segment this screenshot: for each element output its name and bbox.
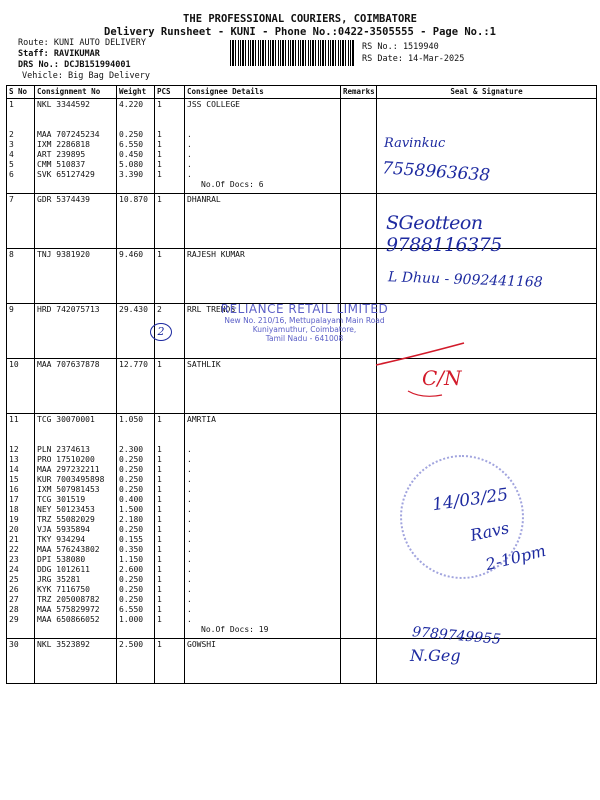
remarks-cell (341, 249, 377, 304)
cn-value: SVK 65127429 (37, 170, 95, 179)
wt-value: 0.250 (119, 585, 144, 594)
remarks-cell (341, 639, 377, 684)
consignee-value: . (187, 575, 192, 584)
sno-value: 29 (9, 615, 19, 624)
table-cell (35, 194, 117, 249)
stamp-line-1: RELIANCE RETAIL LIMITED (220, 302, 389, 316)
rs-date: RS Date: 14-Mar-2025 (362, 54, 465, 64)
wt-value: 0.250 (119, 455, 144, 464)
cn-value: MAA 707637878 (37, 360, 100, 369)
pcs-value: 1 (157, 495, 162, 504)
cn-value: MAA 576243802 (37, 545, 100, 554)
consignee-value: . (187, 130, 192, 139)
wt-value: 2.500 (119, 640, 144, 649)
cn-value: TRZ 205008782 (37, 595, 100, 604)
pcs-value: 1 (157, 445, 162, 454)
consignee-value: . (187, 160, 192, 169)
pcs-value: 1 (157, 605, 162, 614)
stamp-line-4: Tamil Nadu - 641008 (265, 334, 344, 343)
red-cn-mark (372, 335, 482, 405)
table-cell (185, 359, 341, 414)
pcs-value: 1 (157, 525, 162, 534)
consignee-value: . (187, 515, 192, 524)
cn-value: KYK 7116750 (37, 585, 90, 594)
table-cell (117, 639, 155, 684)
vehicle: Vehicle: Big Bag Delivery (22, 71, 150, 81)
blank-line (157, 110, 182, 120)
wt-value: 3.390 (119, 170, 144, 179)
blank-line (9, 425, 32, 435)
docs-count: No.Of Docs: 6 (201, 180, 264, 189)
wt-value: 6.550 (119, 140, 144, 149)
wt-value: 0.250 (119, 465, 144, 474)
table-cell (185, 249, 341, 304)
handwritten-signature-2: SGeotteon 9788116375 (386, 212, 502, 256)
blank-line (187, 110, 338, 120)
pcs-circle-mark: 2 (150, 323, 172, 341)
handwritten-initials: Ravs (468, 518, 511, 545)
sno-value: 5 (9, 160, 14, 169)
staff-label: Staff: (18, 49, 49, 59)
pcs-value: 2 (157, 305, 162, 314)
wt-value: 0.450 (119, 150, 144, 159)
table-cell (7, 249, 35, 304)
col-signature: Seal & Signature (377, 86, 597, 99)
pcs-value: 1 (157, 465, 162, 474)
pcs-value: 1 (157, 505, 162, 514)
table-cell (155, 639, 185, 684)
consignee-value: . (187, 545, 192, 554)
table-cell (117, 414, 155, 639)
cn-value: PLN 2374613 (37, 445, 90, 454)
col-remarks: Remarks (341, 86, 377, 99)
wt-value: 10.870 (119, 195, 148, 204)
table-cell (185, 414, 341, 639)
handwritten-signature-3: L Dhuu - 9092441168 (387, 269, 543, 291)
table-cell (35, 249, 117, 304)
cn-value: MAA 575829972 (37, 605, 100, 614)
table-cell (155, 414, 185, 639)
cn-value: MAA 707245234 (37, 130, 100, 139)
table-row (7, 639, 597, 684)
runsheet-subtitle: Delivery Runsheet - KUNI - Phone No.:0422-3505555 - Page No.:1 (104, 26, 496, 38)
pcs-value: 1 (157, 615, 162, 624)
sno-value: 14 (9, 465, 19, 474)
sno-value: 9 (9, 305, 14, 314)
sno-value: 27 (9, 595, 19, 604)
pcs-value: 1 (157, 565, 162, 574)
wt-value: 1.500 (119, 505, 144, 514)
sno-value: 15 (9, 475, 19, 484)
blank-line (187, 435, 338, 445)
cn-value: DPI 538080 (37, 555, 86, 564)
col-weight: Weight (117, 86, 155, 99)
pcs-value: 1 (157, 100, 162, 109)
blank-line (37, 110, 114, 120)
table-row (7, 99, 597, 194)
wt-value: 0.400 (119, 495, 144, 504)
table-cell (117, 99, 155, 194)
consignee-value: . (187, 565, 192, 574)
wt-value: 0.250 (119, 130, 144, 139)
pcs-value: 1 (157, 535, 162, 544)
cn-value: TRZ 55082029 (37, 515, 95, 524)
consignee-value: AMRTIA (187, 415, 216, 424)
staff (18, 49, 100, 59)
cn-value: GDR 5374439 (37, 195, 90, 204)
route: Route: KUNI AUTO DELIVERY (18, 38, 146, 48)
consignee-value: DHANRAL (187, 195, 221, 204)
cn-value: HRD 742075713 (37, 305, 100, 314)
wt-value: 2.600 (119, 565, 144, 574)
sno-value: 30 (9, 640, 19, 649)
table-cell (185, 194, 341, 249)
sno-value: 6 (9, 170, 14, 179)
sno-value: 18 (9, 505, 19, 514)
sno-value: 1 (9, 100, 14, 109)
pcs-value: 1 (157, 545, 162, 554)
consignee-value: . (187, 495, 192, 504)
sno-value: 23 (9, 555, 19, 564)
cn-value: IXM 2286818 (37, 140, 90, 149)
table-cell (7, 304, 35, 359)
pcs-value: 1 (157, 150, 162, 159)
pcs-value: 1 (157, 415, 162, 424)
pcs-value: 1 (157, 475, 162, 484)
table-cell (35, 304, 117, 359)
sno-value: 8 (9, 250, 14, 259)
pcs-value: 1 (157, 140, 162, 149)
wt-value: 29.430 (119, 305, 148, 314)
cn-value: JRG 35281 (37, 575, 81, 584)
table-cell (35, 359, 117, 414)
pcs-value: 1 (157, 250, 162, 259)
blank-line (119, 435, 152, 445)
consignee-value: . (187, 605, 192, 614)
docs-count: No.Of Docs: 19 (201, 625, 269, 634)
table-row (7, 359, 597, 414)
wt-value: 1.150 (119, 555, 144, 564)
consignee-value: . (187, 475, 192, 484)
blank-line (157, 425, 182, 435)
staff-value: RAVIKUMAR (53, 49, 100, 59)
cn-value: DDG 1012611 (37, 565, 90, 574)
sno-value: 17 (9, 495, 19, 504)
table-cell (35, 639, 117, 684)
sno-value: 24 (9, 565, 19, 574)
consignee-value: . (187, 555, 192, 564)
sno-value: 13 (9, 455, 19, 464)
sno-value: 19 (9, 515, 19, 524)
table-header-row (7, 86, 597, 99)
handwritten-phone-30: 9789749955 (411, 624, 502, 648)
wt-value: 0.250 (119, 485, 144, 494)
sno-value: 16 (9, 485, 19, 494)
blank-line (187, 425, 338, 435)
table-cell (185, 639, 341, 684)
handwritten-signature-30: N.Geg (410, 646, 461, 665)
consignee-value: . (187, 505, 192, 514)
wt-value: 0.250 (119, 595, 144, 604)
company-stamp (212, 302, 397, 343)
consignee-value: . (187, 455, 192, 464)
wt-value: 4.220 (119, 100, 144, 109)
wt-value: 0.350 (119, 545, 144, 554)
sno-value: 10 (9, 360, 19, 369)
consignee-value: JSS COLLEGE (187, 100, 240, 109)
table-cell (117, 194, 155, 249)
table-cell (7, 194, 35, 249)
consignee-value: . (187, 170, 192, 179)
cn-value: VJA 5935894 (37, 525, 90, 534)
consignee-value: GOWSHI (187, 640, 216, 649)
drs-value: DCJB151994001 (64, 60, 131, 70)
consignee-value: . (187, 485, 192, 494)
blank-line (157, 120, 182, 130)
cn-value: TKY 934294 (37, 535, 86, 544)
company-title: THE PROFESSIONAL COURIERS, COIMBATORE (183, 13, 417, 25)
cn-value: ART 239895 (37, 150, 86, 159)
sno-value: 3 (9, 140, 14, 149)
handwritten-time: 2-10pm (483, 540, 548, 575)
table-cell (7, 414, 35, 639)
blank-line (37, 435, 114, 445)
sno-value: 2 (9, 130, 14, 139)
wt-value: 6.550 (119, 605, 144, 614)
wt-value: 2.300 (119, 445, 144, 454)
sno-value: 25 (9, 575, 19, 584)
runsheet-table (6, 85, 597, 684)
consignee-value: . (187, 595, 192, 604)
sno-value: 21 (9, 535, 19, 544)
blank-line (37, 120, 114, 130)
wt-value: 0.155 (119, 535, 144, 544)
table-cell (117, 304, 155, 359)
table-cell (7, 359, 35, 414)
table-cell (117, 359, 155, 414)
consignee-value: . (187, 615, 192, 624)
sno-value: 20 (9, 525, 19, 534)
handwritten-date: 14/03/25 (430, 484, 510, 516)
pcs-value: 1 (157, 170, 162, 179)
table-cell (155, 194, 185, 249)
pcs-value: 1 (157, 640, 162, 649)
cn-value: MAA 297232211 (37, 465, 100, 474)
pcs-value: 1 (157, 555, 162, 564)
wt-value: 9.460 (119, 250, 144, 259)
blank-line (9, 110, 32, 120)
col-pcs: PCS (155, 86, 185, 99)
barcode (230, 40, 355, 66)
rs-no: RS No.: 1519940 (362, 42, 439, 52)
sno-value: 11 (9, 415, 19, 424)
consignee-value: . (187, 525, 192, 534)
remarks-cell (341, 99, 377, 194)
pcs-value: 1 (157, 585, 162, 594)
pcs-value: 1 (157, 360, 162, 369)
table-cell (185, 99, 341, 194)
consignee-value: . (187, 535, 192, 544)
blank-line (187, 120, 338, 130)
blank-line (9, 435, 32, 445)
col-consignment: Consignment No (35, 86, 117, 99)
stamp-line-2: New No. 210/16, Mettupalayam Main Road (224, 316, 385, 325)
blank-line (9, 120, 32, 130)
pcs-value: 1 (157, 575, 162, 584)
drs (18, 60, 131, 70)
cn-value: PRO 17510200 (37, 455, 95, 464)
pcs-value: 1 (157, 485, 162, 494)
sno-value: 22 (9, 545, 19, 554)
blank-line (119, 120, 152, 130)
table-cell (7, 639, 35, 684)
pcs-value: 1 (157, 130, 162, 139)
cn-value: KUR 7003495898 (37, 475, 105, 484)
drs-label: DRS No.: (18, 60, 59, 70)
blank-line (119, 110, 152, 120)
wt-value: 0.250 (119, 475, 144, 484)
pcs-value: 1 (157, 195, 162, 204)
wt-value: 0.250 (119, 525, 144, 534)
table-cell (117, 249, 155, 304)
table-cell (155, 249, 185, 304)
table-cell (35, 414, 117, 639)
wt-value: 2.180 (119, 515, 144, 524)
sno-value: 12 (9, 445, 19, 454)
sno-value: 4 (9, 150, 14, 159)
wt-value: 12.770 (119, 360, 148, 369)
table-cell (7, 99, 35, 194)
col-sno: S No (7, 86, 35, 99)
blank-line (37, 425, 114, 435)
cn-value: TCG 301519 (37, 495, 86, 504)
consignee-value: RAJESH KUMAR (187, 250, 245, 259)
blank-line (157, 435, 182, 445)
cn-value: NKL 3344592 (37, 100, 90, 109)
cn-value: CMM 510837 (37, 160, 86, 169)
cn-value: NEY 50123453 (37, 505, 95, 514)
blank-line (119, 425, 152, 435)
consignee-value: . (187, 465, 192, 474)
table-cell (155, 99, 185, 194)
wt-value: 1.050 (119, 415, 144, 424)
wt-value: 1.000 (119, 615, 144, 624)
table-cell (35, 99, 117, 194)
consignee-value: SATHLIK (187, 360, 221, 369)
wt-value: 0.250 (119, 575, 144, 584)
remarks-cell (341, 194, 377, 249)
pcs-value: 1 (157, 515, 162, 524)
consignee-value: . (187, 445, 192, 454)
pcs-value: 1 (157, 455, 162, 464)
remarks-cell (341, 414, 377, 639)
pcs-value: 1 (157, 160, 162, 169)
consignee-value: . (187, 585, 192, 594)
pcs-value: 1 (157, 595, 162, 604)
cn-value: TCG 30070001 (37, 415, 95, 424)
stamp-line-3: Kuniyamuthur, Coimbatore, (252, 325, 357, 334)
cn-value: MAA 650866052 (37, 615, 100, 624)
sno-value: 28 (9, 605, 19, 614)
cn-value: NKL 3523892 (37, 640, 90, 649)
sno-value: 7 (9, 195, 14, 204)
wt-value: 5.080 (119, 160, 144, 169)
cn-value: TNJ 9381920 (37, 250, 90, 259)
consignee-value: RRL TRENDS (187, 305, 236, 314)
handwritten-signature-1: Ravinkuc (384, 136, 446, 151)
handwritten-phone-1: 7558963638 (381, 158, 491, 186)
consignee-value: . (187, 150, 192, 159)
consignee-value: . (187, 140, 192, 149)
sno-value: 26 (9, 585, 19, 594)
cn-value: IXM 507981453 (37, 485, 100, 494)
cn-text: C/N (422, 366, 462, 390)
table-cell (155, 359, 185, 414)
col-consignee: Consignee Details (185, 86, 341, 99)
